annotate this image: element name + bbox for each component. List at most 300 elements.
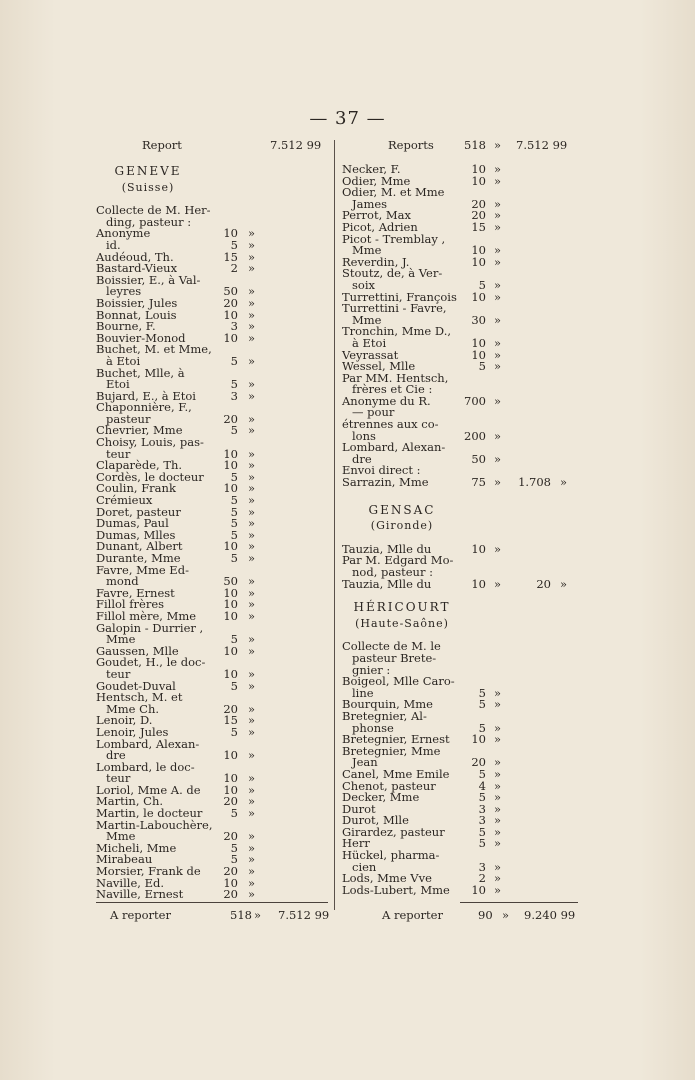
entry-amount: 10 [223,226,238,241]
entry-name: Herr [342,836,370,851]
entry-name: Naville, Ernest [96,887,184,902]
entry-name: Tauzia, Mlle du [342,576,432,591]
entry-amount: 5 [230,504,238,519]
entry-ditto: » [494,755,502,770]
entry-name: Bouvier-Monod [96,330,186,345]
entry-ditto: » [494,859,502,874]
entry-ditto: » [248,597,256,612]
entry-amount: 10 [223,458,238,473]
entry-ditto: » [248,388,256,403]
entry-ditto: » [494,277,502,292]
entry-name: Tauzia, Mlle du [342,541,432,556]
entry-name: Chevrier, Mme [96,423,183,438]
entry-name: Stoutz, de, à Ver- [342,266,443,281]
entry-ditto: » [248,261,256,276]
entry-subtotal-ditto: » [560,475,568,490]
entry-ditto: » [248,632,256,647]
list-item [342,419,578,431]
entry-amount: 20 [471,755,486,770]
entry-ditto: » [248,829,256,844]
entry-ditto: » [248,423,256,438]
entry-amount: 5 [230,724,238,739]
entry-amount: 5 [478,766,486,781]
entry-ditto: » [494,475,502,490]
entry-amount: 10 [223,307,238,322]
left-header [96,140,328,154]
entry-ditto: » [494,173,502,188]
right-header-quote: » [494,138,502,152]
entry-name: Tronchin, Mme D., [342,324,452,339]
entry-name: lons [352,428,376,443]
entry-amount: 5 [230,377,238,392]
entry-amount: 5 [230,852,238,867]
entry-amount: 5 [478,697,486,712]
list-item [96,437,328,449]
entry-ditto: » [248,608,256,623]
entry-name: teur [106,771,131,786]
entry-ditto: » [248,666,256,681]
section-subtitle-geneve: (Suisse) [121,180,175,194]
entry-name: Girardez, pasteur [342,824,445,839]
entry-name: dre [106,748,126,763]
entry-amount: 2 [478,871,486,886]
entry-name: Decker, Mme [342,790,420,805]
entry-ditto: » [248,840,256,855]
entry-ditto: » [248,226,256,241]
entry-name: Mme [352,312,382,327]
entry-amount: 10 [223,481,238,496]
entry-ditto: » [494,801,502,816]
entry-ditto: » [248,249,256,264]
entry-name: Lods, Mme Vve [342,871,432,886]
entry-subtotal-ditto: » [560,576,568,591]
section-subtitle-gensac: (Gironde) [370,519,434,533]
entry-amount: 10 [471,335,486,350]
entry-amount: 5 [230,806,238,821]
list-item [342,576,578,591]
entry-name: Durante, Mme [96,551,181,565]
entry-ditto: » [248,539,256,554]
entry-name: Audéoud, Th. [96,249,174,264]
entry-name: Dumas, Paul [96,516,169,531]
entry-name: Odier, Mme [342,173,411,188]
entry-name: Durot [342,801,376,816]
entry-name: Martin-Labouchère, [96,817,213,832]
entry-amount: 5 [230,551,238,565]
entry-amount: 5 [230,493,238,508]
entry-ditto: » [494,882,502,897]
entry-ditto: » [494,732,502,747]
entry-subtotal: 1.708 [518,475,551,490]
entry-amount: 5 [478,836,486,851]
list-item [96,889,328,901]
entry-name: Etoi [106,377,130,392]
entry-name: à Etoi [352,335,387,350]
entry-ditto: » [248,713,256,728]
entry-amount: 10 [223,666,238,681]
page-number: — 37 — [309,108,386,129]
entry-amount: 10 [471,882,486,897]
entry-name: Hentsch, M. et [96,690,183,705]
entry-name: Mme [106,829,136,844]
entry-ditto: » [494,393,502,408]
entry-name: Lombard, Alexan- [342,440,446,455]
entry-name: Reverdin, J. [342,254,410,269]
entry-ditto: » [494,347,502,362]
entry-ditto: » [248,527,256,542]
list-item [96,657,328,669]
entry-name: Mirabeau [96,852,153,867]
entry-name: leyres [106,284,142,299]
section-title-hericourt: HÉRICOURT [353,600,451,615]
entry-amount: 5 [478,277,486,292]
right-footer-amount: 90 [478,908,493,922]
entry-name: Doret, pasteur [96,504,181,519]
entry-name: Bretegnier, Ernest [342,732,450,747]
entry-ditto: » [494,243,502,258]
left-footer-quote: » [254,908,262,922]
entry-name: étrennes aux co- [342,417,439,432]
entry-name: Lenoir, D. [96,713,153,728]
entry-ditto: » [494,428,502,443]
list-item [342,792,578,804]
entry-ditto: » [494,766,502,781]
entry-amount: 10 [471,173,486,188]
entry-amount: 5 [230,423,238,438]
entry-name: Turrettini - Favre, [342,301,447,316]
list-item [342,442,578,454]
entry-ditto: » [248,771,256,786]
list-item [342,850,578,862]
entry-name: Canel, Mme Emile [342,766,450,781]
entry-name: Dunant, Albert [96,539,183,554]
entry-name: Cordès, le docteur [96,469,204,484]
entry-name: Veyrassat [342,347,399,362]
entry-ditto: » [248,806,256,821]
entry-name: frères et Cie : [352,382,433,397]
list-item [342,882,578,897]
entry-name: Martin, Ch. [96,794,164,809]
entry-name: Dumas, Mlles [96,527,176,542]
entry-name: line [352,685,374,700]
entry-ditto: » [494,162,502,176]
entry-ditto: » [494,778,502,793]
entry-amount: 20 [223,794,238,809]
entry-name: Bourne, F. [96,319,156,334]
entry-amount: 20 [471,208,486,223]
entry-amount: 15 [223,249,238,264]
entry-ditto: » [248,585,256,600]
entry-name: Galopin - Durrier , [96,620,204,635]
entry-name: Boissier, E., à Val- [96,272,201,287]
left-column [96,140,328,901]
entry-name: dre [352,451,372,466]
entry-ditto: » [248,493,256,508]
entry-amount: 5 [230,353,238,368]
entry-name: teur [106,446,131,461]
entry-ditto: » [248,864,256,879]
list-item [96,759,328,774]
entry-amount: 50 [471,451,486,466]
entry-amount: 4 [478,778,486,793]
left-footer-amount: 518 [230,908,252,922]
entry-name: Favre, Mme Ed- [96,562,189,577]
entry-ditto: » [248,411,256,426]
entry-name: cien [352,859,377,874]
right-header-label: Reports [388,138,434,152]
entry-name: Mme Ch. [106,701,160,716]
entry-name: Chenot, pasteur [342,778,436,793]
entry-ditto: » [494,289,502,304]
right-header-total: 7.512 99 [516,138,568,152]
entry-name: Bujard, E., à Etoi [96,388,196,403]
entry-name: Buchet, Mlle, à [96,365,185,380]
entry-amount: 10 [223,446,238,461]
entry-amount: 5 [230,469,238,484]
entry-name: Loriol, Mme A. de [96,782,201,797]
entry-name: teur [106,666,131,681]
entry-name: Favre, Ernest [96,585,175,600]
entry-ditto: » [494,335,502,350]
entry-name: pasteur Brete- [352,650,437,665]
entry-amount: 10 [471,541,486,556]
entry-name: Bretegnier, Mme [342,743,441,758]
entry-name: id. [106,237,121,252]
entry-name: Buchet, M. et Mme, [96,342,212,357]
entry-name: Crémieux [96,493,153,508]
entry-ditto: » [248,330,256,345]
entry-ditto: » [248,319,256,334]
right-footer-quote: » [502,908,510,922]
entry-subtotal: 20 [536,576,551,591]
entry-name: Claparède, Th. [96,458,183,473]
right-footer-label: A reporter [382,908,443,922]
entry-name: Bastard-Vieux [96,261,178,276]
left-header-amount: 7.512 99 [270,138,322,152]
entry-amount: 10 [471,162,486,176]
entry-amount: 20 [223,887,238,902]
entry-name: Wessel, Mlle [342,359,416,374]
entry-name: Durot, Mlle [342,813,409,828]
entry-ditto: » [494,312,502,327]
entry-ditto: » [248,887,256,902]
entry-ditto: » [248,284,256,299]
entry-name: Morsier, Frank de [96,864,201,879]
entry-amount: 10 [223,643,238,658]
entry-amount: 10 [223,330,238,345]
entry-name: Par MM. Hentsch, [342,370,449,385]
entry-ditto: » [248,678,256,693]
entry-ditto: » [248,782,256,797]
entry-name: Boissier, Jules [96,295,178,310]
entry-ditto: » [248,237,256,252]
entry-ditto: » [494,541,502,556]
entry-name: Necker, F. [342,162,401,176]
list-item [96,736,328,751]
entry-name: Turrettini, François [342,289,457,304]
entry-name: Coulin, Frank [96,481,176,496]
entry-name: Perrot, Max [342,208,411,223]
entry-amount: 20 [223,864,238,879]
right-header [342,140,578,154]
entry-ditto: » [494,254,502,269]
entry-amount: 10 [471,254,486,269]
entry-amount: 10 [223,608,238,623]
entry-amount: 15 [471,219,486,234]
left-footer-rule [96,902,328,903]
entry-name: gnier : [352,662,391,677]
entry-ditto: » [248,377,256,392]
entry-amount: 3 [230,388,238,403]
entry-ditto: » [248,794,256,809]
list-item [96,365,328,380]
entry-amount: 3 [478,801,486,816]
entry-amount: 5 [478,790,486,805]
entry-ditto: » [494,813,502,828]
entry-name: Bretegnier, Al- [342,708,427,723]
list-item [342,477,578,489]
entry-name: Goudet, H., le doc- [96,655,206,670]
entry-amount: 5 [230,678,238,693]
entry-ditto: » [494,836,502,851]
entry-amount: 10 [223,597,238,612]
entry-name: Mme [106,632,136,647]
entry-name: Bonnat, Louis [96,307,177,322]
entry-name: pasteur [106,411,151,426]
entry-name: mond [106,574,139,589]
entry-amount: 20 [223,295,238,310]
left-entry-list [96,205,328,901]
entry-ditto: » [494,697,502,712]
entry-amount: 20 [223,829,238,844]
entry-name: Fillol frères [96,597,165,612]
column-divider [334,140,335,910]
entry-name: Odier, M. et Mme [342,185,445,200]
entry-amount: 50 [223,284,238,299]
entry-ditto: » [248,875,256,890]
entry-name: Collecte de M. Her- [96,203,211,218]
entry-name: soix [352,277,375,292]
entry-ditto: » [494,359,502,374]
entry-amount: 10 [223,585,238,600]
entry-name: Picot - Tremblay , [342,231,446,246]
right-footer-rule [460,902,578,903]
entry-amount: 20 [223,701,238,716]
entry-ditto: » [248,551,256,565]
list-item [342,676,578,688]
section-title-geneve: GENEVE [114,164,182,178]
entry-ditto: » [494,790,502,805]
entry-name: Collecte de M. le [342,639,441,654]
entry-amount: 5 [478,824,486,839]
entry-ditto: » [494,576,502,591]
entry-ditto: » [248,701,256,716]
entry-ditto: » [248,504,256,519]
entry-name: phonse [352,720,394,735]
entry-amount: 10 [471,732,486,747]
entry-name: Chaponnière, F., [96,400,192,415]
entry-amount: 10 [471,243,486,258]
entry-ditto: » [248,724,256,739]
entry-ditto: » [248,748,256,763]
list-item [96,228,328,240]
entry-ditto: » [494,685,502,700]
entry-ditto: » [248,458,256,473]
entry-amount: 10 [471,576,486,591]
right-entry-list-geneve [342,164,578,489]
entry-ditto: » [494,824,502,839]
entry-amount: 5 [230,632,238,647]
entry-amount: 75 [471,475,486,490]
entry-name: Lods-Lubert, Mme [342,882,450,897]
entry-ditto: » [248,852,256,867]
entry-name: à Etoi [106,353,141,368]
entry-name: James [352,196,388,211]
entry-name: Sarrazin, Mme [342,475,429,490]
entry-amount: 30 [471,312,486,327]
entry-amount: 2 [230,261,238,276]
entry-name: Picot, Adrien [342,219,418,234]
entry-ditto: » [248,295,256,310]
entry-amount: 5 [230,237,238,252]
entry-amount: 10 [223,875,238,890]
right-header-amount: 518 [464,138,486,152]
entry-name: Anonyme [96,226,151,241]
entry-amount: 5 [478,359,486,374]
entry-amount: 10 [223,771,238,786]
entry-name: Lenoir, Jules [96,724,169,739]
entry-ditto: » [248,469,256,484]
entry-amount: 5 [230,840,238,855]
entry-ditto: » [494,208,502,223]
entry-name: Martin, le docteur [96,806,203,821]
entry-amount: 20 [223,411,238,426]
entry-name: Hückel, pharma- [342,848,440,863]
entry-amount: 15 [223,713,238,728]
entry-ditto: » [494,451,502,466]
entry-amount: 3 [230,319,238,334]
list-item [342,268,578,280]
entry-name: Gaussen, Mlle [96,643,179,658]
entry-name: Micheli, Mme [96,840,177,855]
entry-ditto: » [494,720,502,735]
left-footer-total: 7.512 99 [278,908,330,922]
entry-ditto: » [494,196,502,211]
entry-amount: 20 [471,196,486,211]
entry-ditto: » [494,219,502,234]
entry-amount: 10 [223,748,238,763]
entry-amount: 5 [230,516,238,531]
entry-name: Lombard, Alexan- [96,736,200,751]
entry-amount: 5 [478,685,486,700]
entry-amount: 200 [464,428,486,443]
entry-ditto: » [248,307,256,322]
entry-name: Bourquin, Mme [342,697,433,712]
left-header-label: Report [142,138,182,152]
entry-amount: 5 [230,527,238,542]
entry-ditto: » [248,481,256,496]
entry-name: ding, pasteur : [106,214,192,229]
entry-name: Envoi direct : [342,463,421,478]
entry-amount: 700 [464,393,486,408]
right-entry-list-hericourt [342,641,578,896]
entry-amount: 10 [471,347,486,362]
entry-name: Goudet-Duval [96,678,176,693]
entry-ditto: » [248,353,256,368]
entry-name: Boigeol, Mlle Caro- [342,674,455,689]
entry-ditto: » [248,574,256,589]
section-subtitle-hericourt: (Haute-Saône) [355,616,449,630]
